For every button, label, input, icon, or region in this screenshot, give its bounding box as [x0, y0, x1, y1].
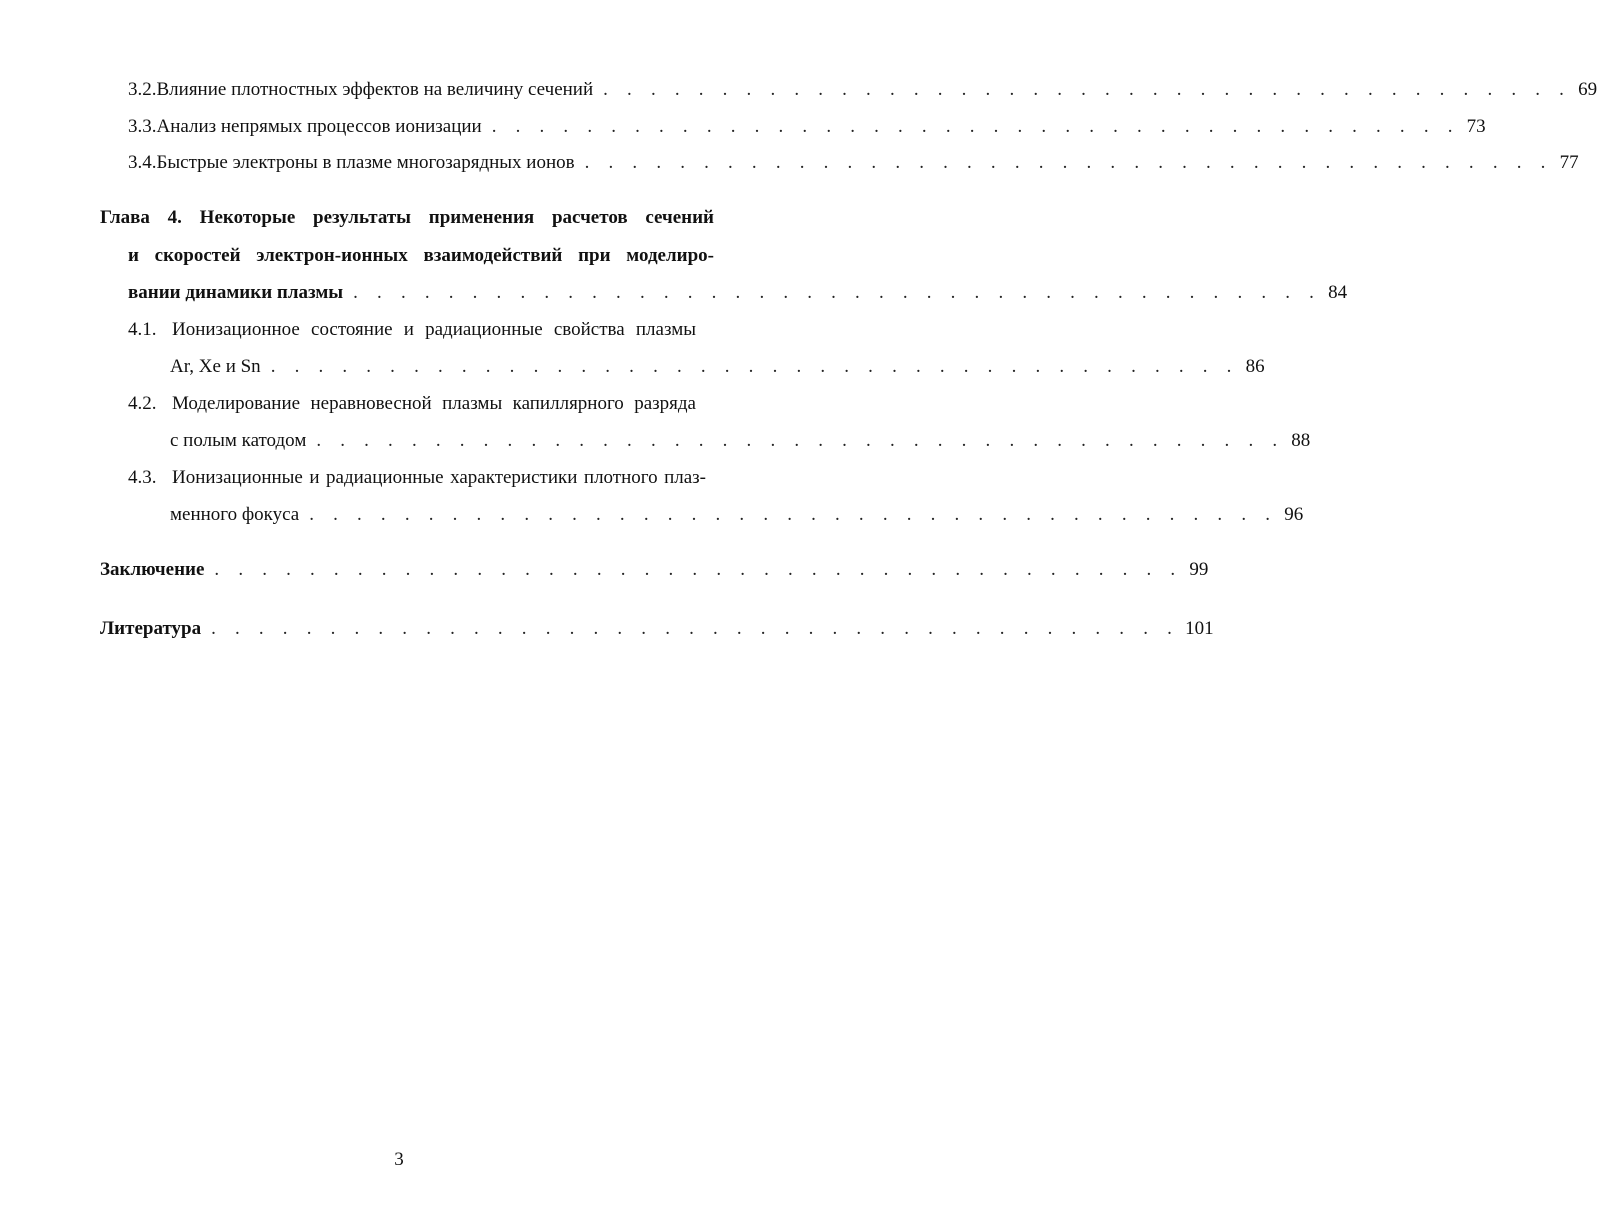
- toc-entry-4-3[interactable]: [128, 466, 740, 490]
- leader-dots: . . . . . . . . . . . . . . . . . . . . . . . . . . . . . . . . . . . . . . . . .: [584, 152, 1553, 173]
- section-title-line-2: менного фокуса: [170, 504, 300, 525]
- section-title: Влияние плотностных эффектов на величину сечений: [156, 79, 594, 100]
- page-number: 69: [1578, 79, 1597, 100]
- section-title-line-1: Ионизационное состояние и радиационные свойства плазмы: [172, 319, 696, 340]
- chapter-title: Заключение: [100, 559, 205, 580]
- page-number: 96: [1284, 504, 1304, 525]
- toc-entry-conclusion[interactable]: [100, 558, 1209, 582]
- chapter-4-title-line-1: Глава 4. Некоторые результаты применения расчетов сечений: [100, 207, 714, 228]
- page-number: 88: [1291, 430, 1311, 451]
- page-number: 99: [1189, 559, 1209, 580]
- page-number: 84: [1328, 282, 1348, 303]
- toc-entry-4-1-cont[interactable]: [170, 355, 1265, 379]
- section-number: 4.2.: [128, 393, 157, 414]
- section-title: Анализ непрямых процессов ионизации: [156, 116, 482, 137]
- page-folio: 3: [394, 1149, 404, 1170]
- page-number: 77: [1559, 152, 1579, 173]
- leader-dots: . . . . . . . . . . . . . . . . . . . . . . . . . . . . . . . . . . . . . . . . .: [316, 430, 1285, 451]
- chapter-title: Литература: [100, 618, 202, 639]
- toc-entry-chapter-4[interactable]: [128, 281, 1348, 305]
- toc-entry-4-2-cont[interactable]: [170, 429, 1311, 453]
- chapter-title-line-3: вании динамики плазмы: [128, 282, 344, 303]
- toc-entry-4-1[interactable]: [128, 318, 740, 342]
- toc-entry-3-3[interactable]: [128, 115, 1486, 139]
- toc-entry-4-3-cont[interactable]: [170, 503, 1304, 527]
- leader-dots: . . . . . . . . . . . . . . . . . . . . . . . . . . . . . . . . . . . . . . . . .: [309, 504, 1278, 525]
- section-number: 4.1.: [128, 319, 157, 340]
- page-number: 101: [1185, 618, 1214, 639]
- leader-dots: . . . . . . . . . . . . . . . . . . . . . . . . . . . . . . . . . . . . . . . . .: [211, 618, 1180, 639]
- leader-dots: . . . . . . . . . . . . . . . . . . . . . . . . . . . . . . . . . . . . . . . . .: [491, 116, 1460, 137]
- leader-dots: . . . . . . . . . . . . . . . . . . . . . . . . . . . . . . . . . . . . . . . . .: [603, 79, 1572, 100]
- leader-dots: . . . . . . . . . . . . . . . . . . . . . . . . . . . . . . . . . . . . . . . . .: [214, 559, 1183, 580]
- section-number: 4.3.: [128, 467, 157, 488]
- toc-entry-3-4[interactable]: [128, 151, 1579, 175]
- section-number: 3.2.: [128, 79, 157, 100]
- section-title: Быстрые электроны в плазме многозарядных ионов: [156, 152, 575, 173]
- toc-entry-4-2[interactable]: [128, 392, 740, 416]
- page-number: 86: [1245, 356, 1265, 377]
- section-title-line-2: Ar, Xe и Sn: [170, 356, 261, 377]
- chapter-4-title-line-2: и скоростей электрон-ионных взаимодействий при моделиро-: [128, 245, 714, 266]
- leader-dots: . . . . . . . . . . . . . . . . . . . . . . . . . . . . . . . . . . . . . . . . .: [270, 356, 1239, 377]
- toc-entry-3-2[interactable]: [128, 78, 1597, 102]
- toc-entry-literature[interactable]: [100, 617, 1214, 641]
- section-title-line-2: с полым катодом: [170, 430, 307, 451]
- leader-dots: . . . . . . . . . . . . . . . . . . . . . . . . . . . . . . . . . . . . . . . . .: [353, 282, 1322, 303]
- page-number: 73: [1466, 116, 1486, 137]
- section-title-line-1: Ионизационные и радиационные характеристики плотного плаз-: [172, 467, 706, 488]
- section-number: 3.3.: [128, 116, 157, 137]
- section-number: 3.4.: [128, 152, 157, 173]
- section-title-line-1: Моделирование неравновесной плазмы капиллярного разряда: [172, 393, 696, 414]
